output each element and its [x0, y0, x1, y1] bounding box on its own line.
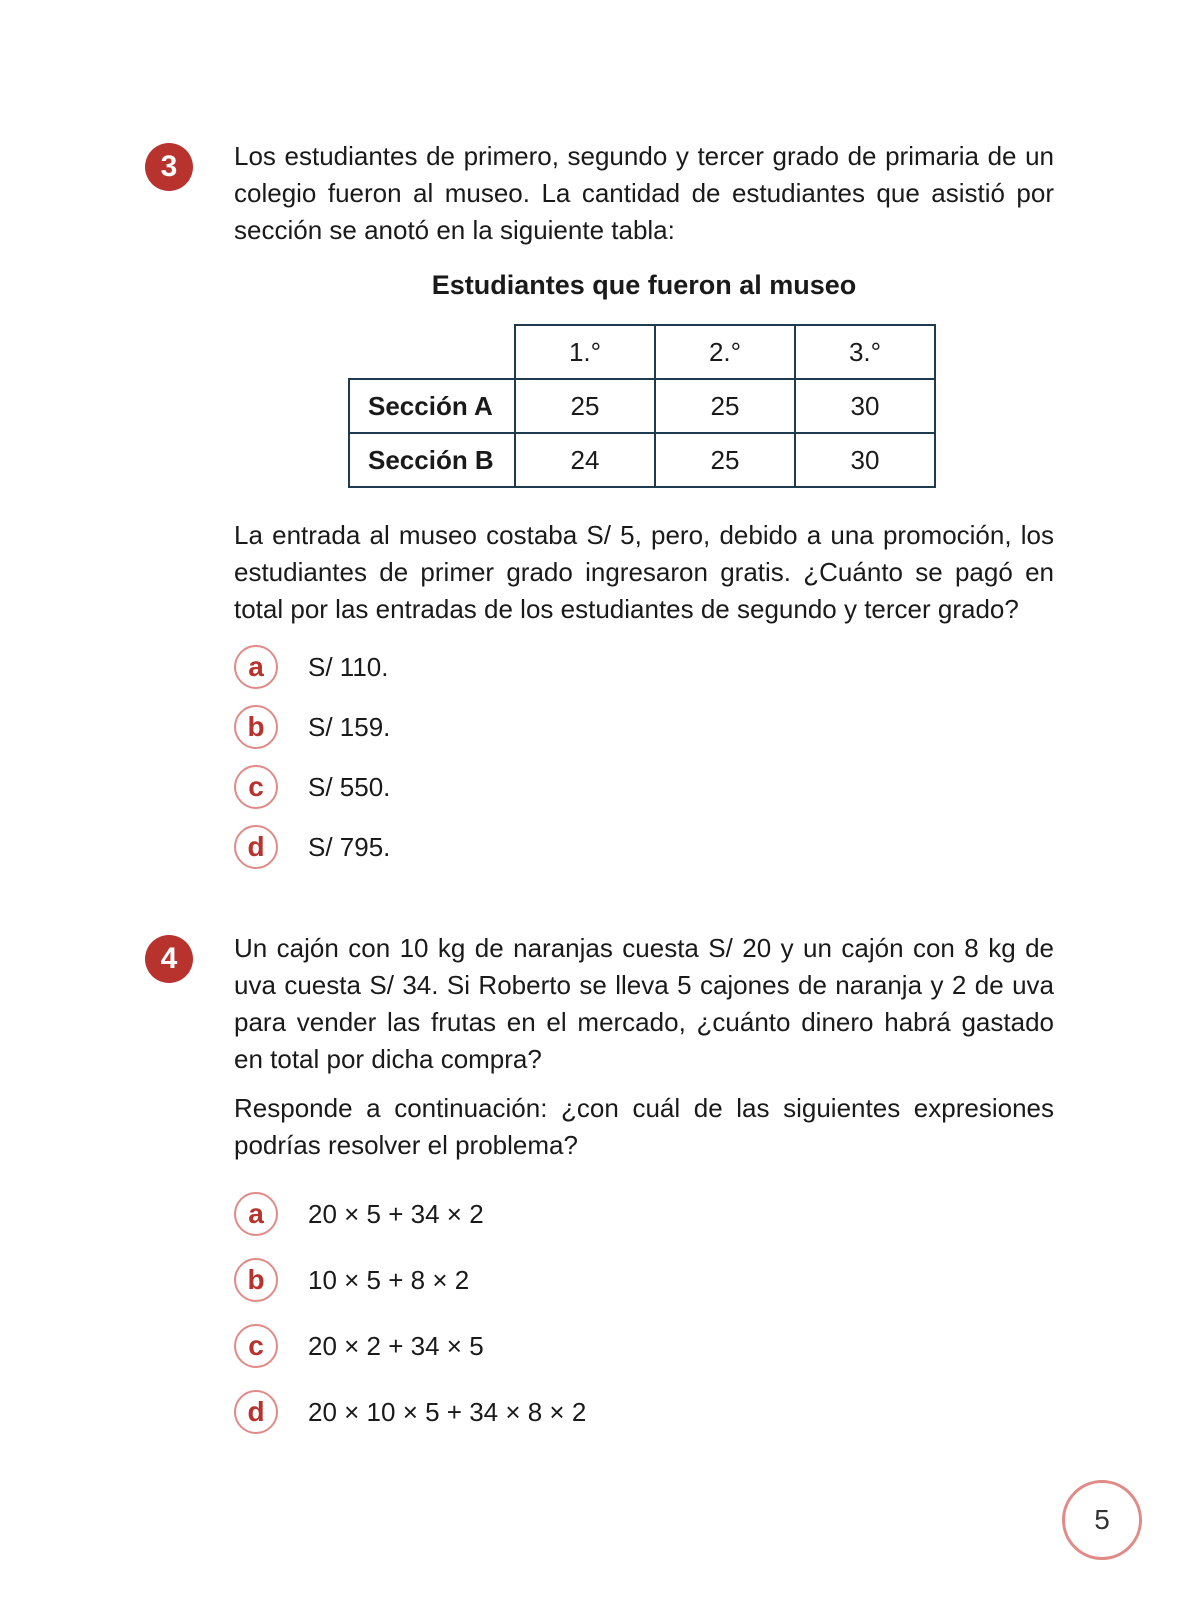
question-3-option-a[interactable] [234, 644, 388, 690]
question-3-option-d[interactable] [234, 824, 390, 870]
question-4-prompt: Responde a continuación: ¿con cuál de las siguientes expresiones podrías resolver el problema? [234, 1093, 1054, 1160]
question-4-number: 4 [145, 935, 193, 983]
table-cell: 30 [795, 433, 935, 487]
option-text: 20 × 10 × 5 + 34 × 8 × 2 [308, 1396, 587, 1427]
option-text: S/ 110. [308, 651, 389, 682]
question-4-option-b[interactable] [234, 1257, 469, 1303]
table-header-row [349, 325, 935, 379]
table-cell: 25 [655, 433, 795, 487]
table-cell: 24 [515, 433, 655, 487]
row-header: Sección A [349, 379, 515, 433]
column-header: 3.° [795, 325, 935, 379]
option-text: S/ 550. [308, 771, 391, 802]
option-text: 20 × 5 + 34 × 2 [308, 1198, 484, 1229]
table-cell: 30 [795, 379, 935, 433]
row-header: Sección B [349, 433, 515, 487]
question-3-option-b[interactable] [234, 704, 390, 750]
question-3-number: 3 [145, 143, 193, 191]
option-text: S/ 159. [308, 711, 391, 742]
option-letter: a [234, 645, 278, 689]
table-title: Estudiantes que fueron al museo [431, 270, 857, 300]
option-letter: c [234, 765, 278, 809]
question-3-option-c[interactable] [234, 764, 390, 810]
question-4-option-a[interactable] [234, 1191, 484, 1237]
option-text: 10 × 5 + 8 × 2 [308, 1264, 470, 1295]
question-4-option-d[interactable] [234, 1389, 586, 1435]
table-row [349, 433, 935, 487]
table-cell: 25 [655, 379, 795, 433]
question-4-option-c[interactable] [234, 1323, 484, 1369]
question-4-problem: Un cajón con 10 kg de naranjas cuesta S/ 20 y un cajón con 8 kg de uva cuesta S/ 34. Si Roberto se lleva 5 cajones de naranja y 2 de uva para vender las frutas en el mercado, ¿cuánto dinero habrá gastado en total por dicha compra? [234, 933, 1054, 1074]
table-row [349, 379, 935, 433]
page-number: 5 [1062, 1480, 1142, 1560]
question-3-intro: Los estudiantes de primero, segundo y tercer grado de primaria de un colegio fueron al museo. La cantidad de estudiantes que asistió por sección se anotó en la siguiente tabla: [234, 141, 1054, 245]
option-letter: b [234, 1258, 278, 1302]
option-letter: d [234, 1390, 278, 1434]
option-text: 20 × 2 + 34 × 5 [308, 1330, 484, 1361]
option-letter: d [234, 825, 278, 869]
option-letter: b [234, 705, 278, 749]
column-header: 1.° [515, 325, 655, 379]
table-corner [349, 325, 515, 379]
option-text: S/ 795. [308, 831, 391, 862]
question-3-problem: La entrada al museo costaba S/ 5, pero, debido a una promoción, los estudiantes de primer grado ingresaron gratis. ¿Cuánto se pagó en total por las entradas de los estudiantes de segundo y tercer grado? [234, 520, 1054, 624]
option-letter: c [234, 1324, 278, 1368]
students-table [348, 324, 936, 488]
column-header: 2.° [655, 325, 795, 379]
option-letter: a [234, 1192, 278, 1236]
table-cell: 25 [515, 379, 655, 433]
